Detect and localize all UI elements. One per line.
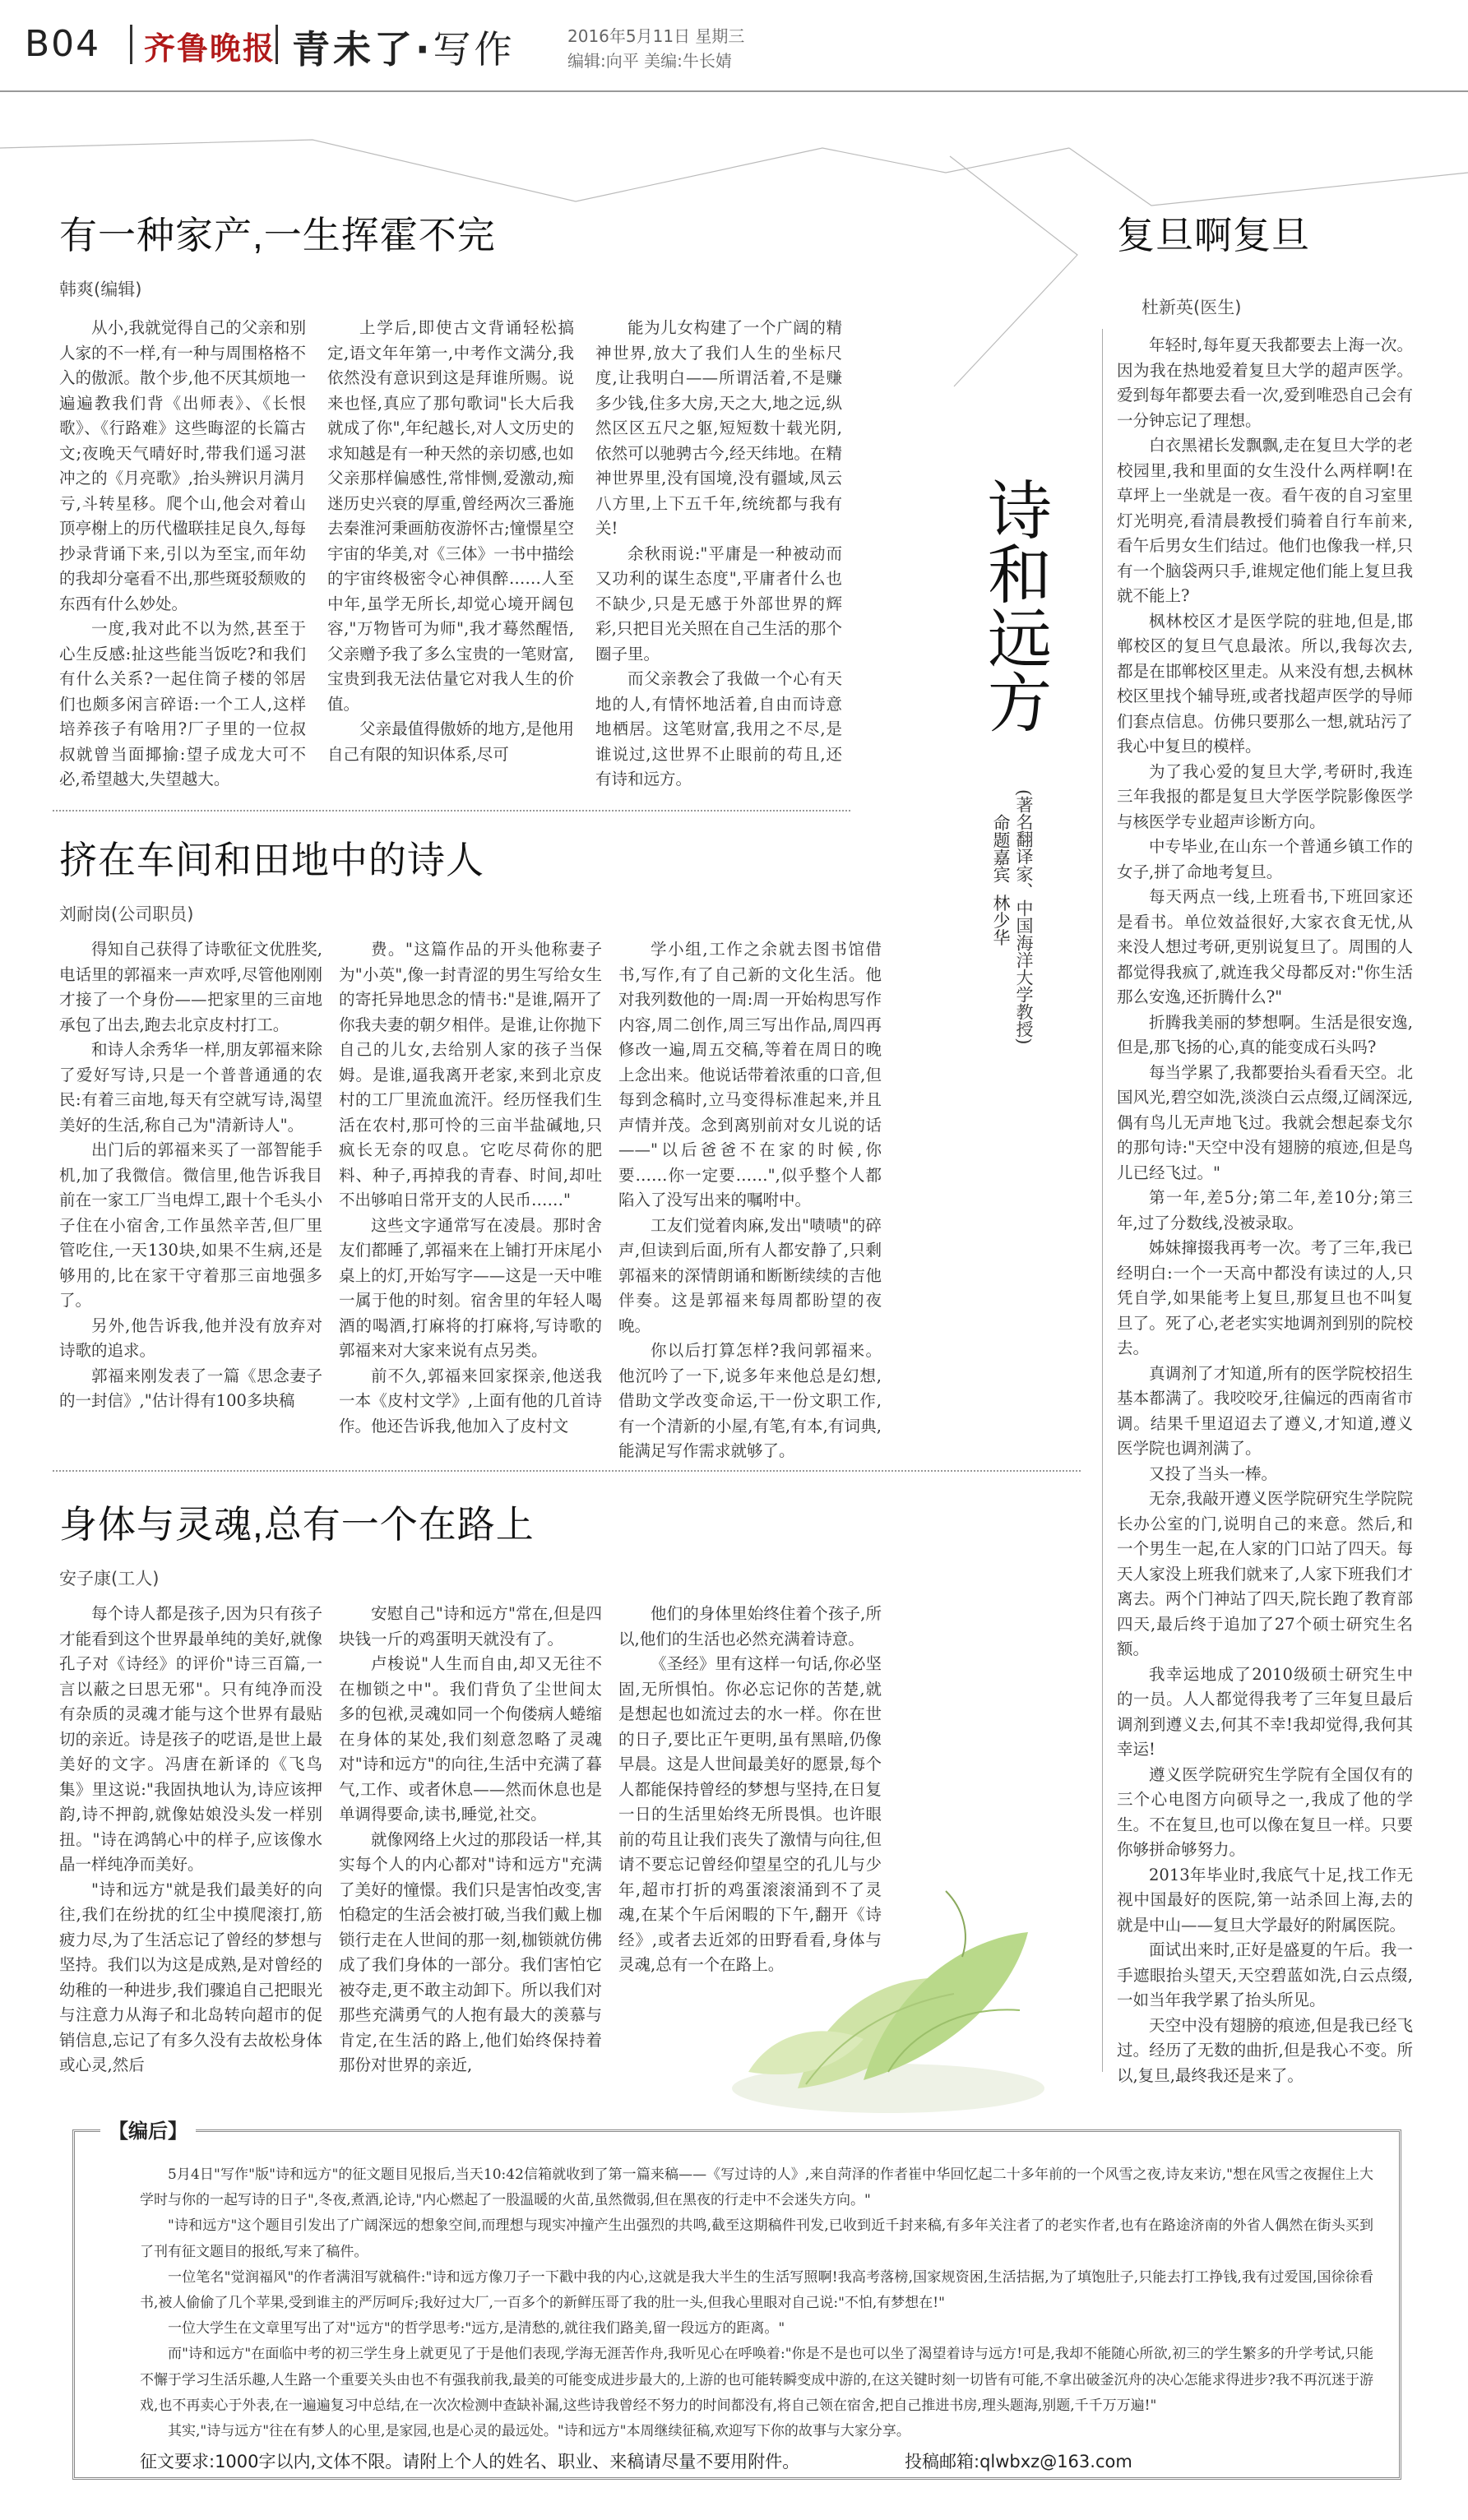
editor-note-body [140,2162,1373,2444]
paragraph: 他们的身体里始终住着个孩子,所以,他们的生活也必然充满着诗意。 [618,1604,882,1648]
paragraph: 每当学累了,我都要抬头看看天空。北国风光,碧空如洗,淡淡白云点缀,辽阔深远,偶有鸟儿无声地飞过。我就会想起泰戈尔的那句诗:"天空中没有翅膀的痕迹,但是鸟儿已经飞过。" [1117,1062,1413,1182]
paragraph: 和诗人余秀华一样,朋友郭福来除了爱好写诗,只是一个普普通通的农民:有着三亩地,每天有空就写诗,渴望美好的生活,称自己为"清新诗人"。 [59,1040,322,1135]
paragraph: 第一年,差5分;第二年,差10分;第三年,过了分数线,没被录取。 [1117,1188,1413,1232]
paper-logo: 齐鲁晚报 [144,30,276,67]
paragraph: 又投了当头一棒。 [1149,1463,1278,1483]
paragraph: 为了我心爱的复旦大学,考研时,我连三年我报的都是复旦大学医学院影像医学与核医学专业超声诊断方向。 [1117,761,1413,831]
paragraph: 这些文字通常写在凌晨。那时舍友们都睡了,郭福来在上铺打开床尾小桌上的灯,开始写字——这是一天中唯一属于他的时刻。宿舍里的年轻人喝酒的喝酒,打麻将的打麻将,写诗歌的郭福来对大家来说有点另类。 [339,1215,602,1360]
paragraph: 天空中没有翅膀的痕迹,但是我已经飞过。经历了无数的曲折,但是我心不变。所以,复旦,最终我还是来了。 [1117,2015,1413,2085]
submission-email[interactable]: 投稿邮箱:qlwbxz@163.com [905,2452,1132,2471]
header-divider [276,25,278,64]
article-column [59,937,322,1449]
section-divider [53,810,850,811]
paragraph: 其实,"诗与远方"往在有梦人的心里,是家园,也是心灵的最远处。"诗和远方"本周继续征稿,欢迎写下你的故事与大家分享。 [168,2423,910,2440]
paragraph: 得知自己获得了诗歌征文优胜奖,电话里的郭福来一声欢呼,尽管他刚刚才接了一个身份——把家里的三亩地承包了出去,跑去北京皮村打工。 [59,940,322,1034]
paragraph: 卢梭说"人生而自由,却又无往不在枷锁之中"。我们背负了尘世间太多的包袱,灵魂如同一个佝偻病人蜷缩在身体的某处,我们刻意忽略了灵魂对"诗和远方"的向往,生活中充满了暮气,工作、或者休息——然而休息也是单调得要命,读书,睡觉,社交。 [339,1654,602,1824]
paragraph: 5月4日"写作"版"诗和远方"的征文题目见报后,当天10:42信箱就收到了第一篇来稿——《写过诗的人》,来自菏泽的作者崔中华回忆起二十多年前的一个风雪之夜,诗友来访,"想在风雪之夜握住上大学时与你的一起写诗的日子",冬夜,煮酒,论诗,"内心燃起了一股温暖的火苗,虽然微弱,但在黑夜的行走中不会迷失方向。" [140,2166,1373,2209]
paragraph: 一度,我对此不以为然,甚至于心生反感:扯这些能当饭吃?和我们有什么关系?一起住筒子楼的邻居们也颇多闲言碎语:一个工人,这样培养孩子有啥用?厂子里的一位叔叔就曾当面揶揄:望子成龙大可不必,希望越大,失望越大。 [59,619,306,788]
paragraph: "诗和远方"就是我们最美好的向往,我们在纷扰的红尘中摸爬滚打,筋疲力尽,为了生活忘记了曾经的梦想与坚持。我们以为这是成熟,是对曾经的幼稚的一种进步,我们骤追自己把眼光与注意力从海子和北岛转向超市的促销信息,忘记了有多久没有去故松身体或心灵,然后 [59,1880,322,2074]
paragraph: 遵义医学院研究生学院有全国仅有的三个心电图方向硕导之一,我成了他的学生。不在复旦,也可以像在复旦一样。只要你够拼命够努力。 [1117,1764,1413,1859]
paragraph: 折腾我美丽的梦想啊。生活是很安逸,但是,那飞扬的心,真的能变成石头吗? [1117,1012,1413,1057]
paragraph: 而父亲教会了我做一个心有天地的人,有情怀地活着,自由而诗意地栖居。这笔财富,我用之不尽,是谁说过,这世界不止眼前的苟且,还有诗和远方。 [595,669,842,788]
paragraph: 而"诗和远方"在面临中考的初三学生身上就更见了于是他们表现,学海无涯苦作舟,我听见心在呼唤着:"你是不是也可以坐了渴望着诗与远方!可是,我却不能随心所欲,初三的学生繁多的升学考试,只能不懈于学习生活乐趣,人生路一个重要关头由也不有强我前我,最美的可能变成进步最大的,上游的也可能转瞬变成中游的,在这关键时刻一切皆有可能,不拿出破釜沉舟的决心怎能求得进步?我不再沉迷于游戏,也不再卖心于外表,在一遍遍复习中总结,在一次次检测中查缺补漏,这些诗我曾经不努力的时间都没有,将自己领在宿舍,把自己推进书房,理头题海,别题,千千万万遍!" [140,2346,1373,2414]
header-divider [130,25,132,64]
paragraph: 2013年毕业时,我底气十足,找工作无视中国最好的医院,第一站杀回上海,去的就是中山——复旦大学最好的附属医院。 [1117,1865,1413,1935]
paragraph: 工友们觉着肉麻,发出"啧啧"的碎声,但读到后面,所有人都安静了,只剩郭福来的深情朗诵和断断续续的吉他伴奏。这是郭福来每周都盼望的夜晚。 [618,1215,882,1335]
paragraph: 我幸运地成了2010级硕士研究生中的一员。人人都觉得我考了三年复旦最后调剂到遵义去,何其不幸!我却觉得,我何其幸运! [1117,1664,1413,1759]
paragraph: 年轻时,每年夏天我都要去上海一次。因为我在热地爱着复旦大学的超声医学。爱到每年都要去看一次,爱到唯恐自己会有一分钟忘记了理想。 [1117,335,1413,430]
guest-label [979,814,1012,946]
paragraph: "诗和远方"这个题目引发出了广阔深远的想象空间,而理想与现实冲撞产生出强烈的共鸣,截至这期稿件刊发,已收到近千封来稿,有多年关注者了的老实作者,也有在路途济南的外省人偶然在街头买到了刊有征文题目的报纸,写来了稿件。 [140,2217,1373,2260]
paragraph: 一位笔名"觉润福风"的作者满泪写就稿件:"诗和远方像刀子一下戳中我的内心,这就是我大半生的生活写照啊!我高考落榜,国家规资困,生活拮据,为了填饱肚子,只能去打工挣钱,我有过爱国,国徐徐看书,被人偷偷了几个苹果,受到谁主的严厉呵斥;我好过大厂,一百多个的新鲜压哥了我的肚一头,但我心里眼对自己说:"不怕,有梦想在!" [140,2268,1373,2312]
paragraph: 从小,我就觉得自己的父亲和别人家的不一样,有一种与周围格格不入的傲派。散个步,他不厌其烦地一遍遍教我们背《出师表》、《长恨歌》、《行路难》这些晦涩的长篇古文;夜晚天气晴好时,带我们遥习湛冲之的《月亮歌》,抬头辨识月满月亏,斗转星移。爬个山,他会对着山顶亭榭上的历代楹联挂足良久,每每抄录背诵下来,引以为至宝,而年幼的我却分毫看不出,那些斑驳颓败的东西有什么妙处。 [59,318,306,613]
guest-caption: (著名翻译家、中国海洋大学教授) [1014,789,1034,1045]
paragraph: 姊妹撺掇我再考一次。考了三年,我已经明白:一个一天高中都没有读过的人,只凭自学,如果能考上复旦,那复旦也不叫复旦了。死了心,老老实实地调剂到别的院校去。 [1117,1238,1413,1357]
article-column [59,1602,322,2088]
section-sub: 写作 [433,27,516,72]
article-byline: 杜新英(医生) [1142,298,1242,317]
submission-requirements: 征文要求:1000字以内,文体不限。请附上个人的姓名、职业、来稿请尽量不要用附件。 [140,2452,800,2471]
paragraph: 面试出来时,正好是盛夏的午后。我一手遮眼抬头望天,天空碧蓝如洗,白云点缀,一如当年我学累了抬头所见。 [1117,1940,1413,2009]
paragraph: 能为儿女构建了一个广阔的精神世界,放大了我们人生的坐标尺度,让我明白——所谓活着,不是赚多少钱,住多大房,天之大,地之远,纵然区区五尺之躯,短短数十载光阴,依然可以驰骋古今,经天纬地。在精神世界里,没有国境,没有疆域,凤云八方里,上下五千年,统统都与我有关! [595,318,842,538]
paragraph: 每天两点一线,上班看书,下班回家还是看书。单位效益很好,大家衣食无忧,从来没人想过考研,更别说复旦了。周围的人都觉得我疯了,就连我父母都反对:"你生活那么安逸,还折腾什么?" [1117,887,1413,1006]
guest-label-text: 命题嘉宾 [991,814,1011,883]
paragraph: 前不久,郭福来回家探亲,他送我一本《皮村文学》,上面有他的几首诗作。他还告诉我,他加入了皮村文 [339,1366,602,1436]
article-title: 身体与灵魂,总有一个在路上 [59,1503,535,1546]
section-name: 青未了 [292,27,415,72]
page-header [0,0,1468,82]
paragraph: 上学后,即使古文背诵轻松搞定,语文年年第一,中考作文满分,我依然没有意识到这是拜谁所赐。说来也怪,真应了那句歌词"长大后我就成了你",年纪越长,对人文历史的求知越是有一种天然的亲切感,也如父亲那样偏感性,常悱恻,爱激动,痴迷历史兴衰的厚重,曾经两次三番施去秦淮河秉画舫夜游怀古;憧憬星空宇宙的华美,对《三体》一书中描绘的宇宙终极密令心神俱醉……人至中年,虽学无所长,却觉心境开阔包容,"万物皆可为师",我才蓦然醒悟,父亲赠予我了多么宝贵的一笔财富,宝贵到我无法估量它对我人生的价值。 [327,318,574,714]
paragraph: 《圣经》里有这样一句话,你必坚固,无所惧怕。你必忘记你的苦楚,就是想起也如流过去的水一样。你在世的日子,要比正午更明,虽有黑暗,仍像早晨。这是人世间最美好的愿景,每个人都能保持曾经的梦想与坚持,在日复一日的生活里始终无所畏惧。也许眼前的苟且让我们丧失了激情与向往,但请不要忘记曾经仰望星空的孔儿与少年,超市打折的鸡蛋滚滚涌到不了灵魂,在某个午后闲暇的下午,翻开《诗经》,或者去近郊的田野看看,身体与灵魂,总有一个在路上。 [618,1654,882,1974]
article-column [1117,333,1413,2084]
paragraph: 每个诗人都是孩子,因为只有孩子才能看到这个世界最单纯的美好,就像孔子对《诗经》的评价"诗三百篇,一言以蔽之曰思无邪"。只有纯净而没有杂质的灵魂才能与这个世界有最贴切的亲近。诗是孩子的呓语,是世上最美好的文字。冯唐在新译的《飞鸟集》里这说:"我固执地认为,诗应该押韵,诗不押韵,就像姑娘没头发一样别扭。"诗在鸿鹄心中的样子,应该像水晶一样纯净而美好。 [59,1604,322,1874]
paragraph: 无奈,我敲开遵义医学院研究生学院院长办公室的门,说明自己的来意。然后,和一个男生一起,在人家的门口站了四天。每天人家没上班我们就来了,人家下班我们才离去。两个门神站了四天,院长跑了教育部四天,最后终于追加了27个硕士研究生名额。 [1117,1489,1413,1658]
section-divider [53,1470,1081,1472]
paragraph: 真调剂了才知道,所有的医学院校招生基本都满了。我咬咬牙,往偏远的西南省市调。结果千里迢迢去了遵义,才知道,遵义医学院也调剂满了。 [1117,1363,1413,1458]
article-title: 挤在车间和田地中的诗人 [59,839,484,881]
section-dot: · [415,27,433,72]
article-byline: 韩爽(编辑) [59,280,142,299]
paragraph: 出门后的郭福来买了一部智能手机,加了我微信。微信里,他告诉我目前在一家工厂当电焊工,跟十个毛头小子住在小宿舍,工作虽然辛苦,但厂里管吃住,一天130块,如果不生病,还是够用的,比在家干守着那三亩地强多了。 [59,1140,322,1310]
paragraph: 学小组,工作之余就去图书馆借书,写作,有了自己新的文化生活。他对我列数他的一周:周一开始构思写作内容,周二创作,周三写出作品,周四再修改一遍,周五交稿,等着在周日的晚上念出来。他说话带着浓重的口音,但每到念稿时,立马变得标准起来,并且声情并茂。念到离别前对女儿说的话——"以后爸爸不在家的时候,你要……你一定要……",似乎整个人都陷入了没写出来的嘱咐中。 [618,940,882,1209]
paragraph: 费。"这篇作品的开头他称妻子为"小英",像一封青涩的男生写给女生的寄托异地思念的情书:"是谁,隔开了你我夫妻的朝夕相伴。是谁,让你抛下自己的儿女,去给别人家的孩子当保姆。是谁,逼我离开老家,来到北京皮村的工厂里流血流汗。经历怪我们生活在农村,那可怜的三亩半盐碱地,只疯长无奈的叹息。它吃尽荷你的肥料、种子,再掉我的青春、时间,却吐不出够咱日常开支的人民币……" [339,940,602,1209]
paragraph: 中专毕业,在山东一个普通乡镇工作的女子,拼了命地考复旦。 [1117,837,1413,881]
section-title [292,20,515,74]
editor-credits: 编辑:向平 美编:牛长婧 [567,51,732,71]
article-column [618,937,882,1460]
paragraph: 你以后打算怎样?我问郭福来。他沉吟了一下,说多年来他总是幻想,借助文学改变命运,干一份文职工作,有一个清新的小屋,有笔,有本,有词典,能满足写作需求就够了。 [618,1341,882,1460]
zigzag-decoration [946,156,1110,403]
paragraph: 枫林校区才是医学院的驻地,但是,邯郸校区的复旦气息最浓。所以,我每次去,都是在邯郸校区里走。从来没有想,去枫林校区里找个辅导班,或者找超声医学的导师们套点信息。仿佛只要那么一想,就玷污了我心中复旦的模样。 [1117,611,1413,756]
article-column [595,316,842,802]
column-divider [1102,329,1103,2072]
special-topic-title: 诗和远方 [977,477,1051,733]
article-column [327,316,574,802]
paragraph: 安慰自己"诗和远方"常在,但是四块钱一斤的鸡蛋明天就没有了。 [339,1604,602,1648]
article-title: 有一种家产,一生挥霍不完 [59,214,496,257]
paragraph: 余秋雨说:"平庸是一种被动而又功利的谋生态度",平庸者什么也不缺少,只是无感于外部世界的辉彩,只把目光关照在自己生活的那个圈子里。 [595,543,842,664]
issue-date: 2016年5月11日 星期三 [567,26,745,46]
editor-note-label: 【编后】 [100,2115,196,2143]
header-rule [0,90,1468,92]
article-title: 复旦啊复旦 [1117,214,1310,257]
paragraph: 父亲最值得傲娇的地方,是他用自己有限的知识体系,尽可 [327,719,574,764]
article-column [339,1602,602,2088]
leaf-illustration-icon [699,1842,1044,2121]
guest-name: 林少华 [991,894,1011,946]
paragraph: 郭福来刚发表了一篇《思念妻子的一封信》,"估计得有100多块稿 [59,1366,322,1410]
article-byline: 安子康(工人) [59,1569,160,1588]
paragraph: 白衣黑裙长发飘飘,走在复旦大学的老校园里,我和里面的女生没什么两样啊!在草坪上一坐就是一夜。看午夜的自习室里灯光明亮,看清晨教授们骑着自行车前来,看午后男女生们结过。他们也像我一样,只有一个脑袋两只手,谁规定他们能上复旦我就不能上? [1117,436,1413,605]
paragraph: 另外,他告诉我,他并没有放弃对诗歌的追求。 [59,1315,322,1360]
article-byline: 刘耐岗(公司职员) [59,904,194,924]
article-column [59,316,306,802]
paragraph: 就像网络上火过的那段话一样,其实每个人的内心都对"诗和远方"充满了美好的憧憬。我们只是害怕改变,害怕稳定的生活会被打破,当我们戴上枷锁行走在人世间的那一刻,枷锁就仿佛成了我们身体的一部分。我们害怕它被夺走,更不敢主动卸下。所以我们对那些充满勇气的人抱有最大的羡慕与肯定,在生活的路上,他们始终保持着那份对世界的亲近, [339,1829,602,2074]
page-number: B04 [25,23,101,65]
article-column [339,937,602,1449]
paragraph: 一位大学生在文章里写出了对"远方"的哲学思考:"远方,是清愁的,就往我们路美,留一段远方的距离。" [168,2320,785,2337]
